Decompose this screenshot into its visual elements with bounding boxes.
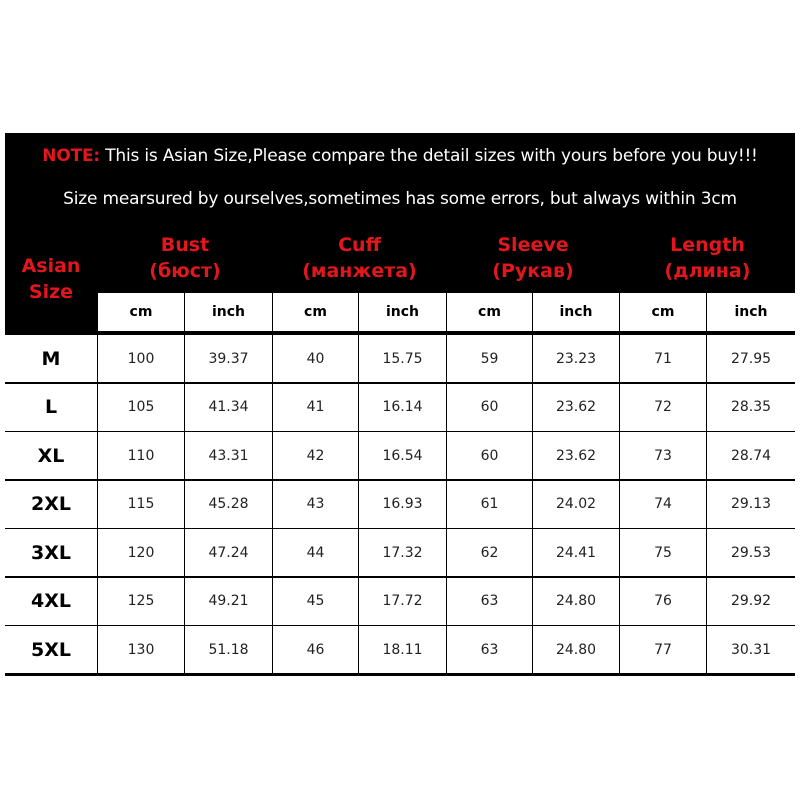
table-cell: 23.62 bbox=[533, 384, 619, 431]
table-cell: 125 bbox=[98, 578, 184, 625]
table-cell: 44 bbox=[273, 529, 358, 576]
table-cell: 42 bbox=[273, 432, 358, 479]
size-label: M bbox=[5, 335, 97, 382]
table-cell: 110 bbox=[98, 432, 184, 479]
table-cell: 47.24 bbox=[185, 529, 272, 576]
table-cell: 16.93 bbox=[359, 481, 446, 528]
table-cell: 16.14 bbox=[359, 384, 446, 431]
size-label: L bbox=[5, 384, 97, 431]
unit-header-cm: cm bbox=[98, 293, 184, 331]
asian-size-label-line1: Asian bbox=[21, 255, 81, 277]
size-label: 5XL bbox=[5, 626, 97, 673]
table-cell: 40 bbox=[273, 335, 358, 382]
unit-header-cm: cm bbox=[620, 293, 706, 331]
table-cell: 75 bbox=[620, 529, 706, 576]
group-header-ru: (бюст) bbox=[149, 259, 221, 282]
table-cell: 17.72 bbox=[359, 578, 446, 625]
table-cell: 105 bbox=[98, 384, 184, 431]
table-cell: 41 bbox=[273, 384, 358, 431]
table-cell: 45 bbox=[273, 578, 358, 625]
group-header-en: Sleeve bbox=[497, 233, 569, 256]
group-header-ru: (длина) bbox=[664, 259, 751, 282]
table-cell: 23.23 bbox=[533, 335, 619, 382]
table-cell: 63 bbox=[447, 578, 532, 625]
table-cell: 43 bbox=[273, 481, 358, 528]
table-cell: 24.02 bbox=[533, 481, 619, 528]
table-cell: 29.13 bbox=[707, 481, 795, 528]
table-cell: 43.31 bbox=[185, 432, 272, 479]
table-cell: 30.31 bbox=[707, 626, 795, 673]
group-header-ru: (Рукав) bbox=[492, 259, 574, 282]
group-header-en: Length bbox=[670, 233, 745, 256]
table-cell: 72 bbox=[620, 384, 706, 431]
table-cell: 28.74 bbox=[707, 432, 795, 479]
table-cell: 130 bbox=[98, 626, 184, 673]
note-line-1 bbox=[5, 146, 795, 166]
table-cell: 77 bbox=[620, 626, 706, 673]
table-cell: 28.35 bbox=[707, 384, 795, 431]
table-cell: 41.34 bbox=[185, 384, 272, 431]
table-cell: 73 bbox=[620, 432, 706, 479]
asian-size-label-line2: Size bbox=[28, 281, 74, 303]
unit-header-inch: inch bbox=[533, 293, 619, 331]
table-cell: 15.75 bbox=[359, 335, 446, 382]
table-cell: 63 bbox=[447, 626, 532, 673]
table-cell: 23.62 bbox=[533, 432, 619, 479]
group-header-length bbox=[620, 223, 795, 293]
table-cell: 46 bbox=[273, 626, 358, 673]
group-header-en: Bust bbox=[160, 233, 210, 256]
table-cell: 51.18 bbox=[185, 626, 272, 673]
table-cell: 16.54 bbox=[359, 432, 446, 479]
unit-header-cm: cm bbox=[273, 293, 358, 331]
table-cell: 24.80 bbox=[533, 578, 619, 625]
size-label: 2XL bbox=[5, 481, 97, 528]
size-label: 3XL bbox=[5, 529, 97, 576]
note-text: This is Asian Size,Please compare the detail sizes with yours before you buy!!! bbox=[99, 146, 758, 166]
note-line-2: Size mearsured by ourselves,sometimes has some errors, but always within 3cm bbox=[63, 189, 737, 209]
size-chart bbox=[5, 133, 795, 676]
table-cell: 45.28 bbox=[185, 481, 272, 528]
size-label: 4XL bbox=[5, 578, 97, 625]
table-cell: 39.37 bbox=[185, 335, 272, 382]
unit-header-cm: cm bbox=[447, 293, 532, 331]
table-cell: 71 bbox=[620, 335, 706, 382]
unit-header-inch: inch bbox=[359, 293, 446, 331]
group-header-en: Cuff bbox=[338, 233, 381, 256]
note-prefix: NOTE: bbox=[42, 146, 100, 166]
table-cell: 29.92 bbox=[707, 578, 795, 625]
table-cell: 76 bbox=[620, 578, 706, 625]
table-cell: 17.32 bbox=[359, 529, 446, 576]
size-label: XL bbox=[5, 432, 97, 479]
table-cell: 120 bbox=[98, 529, 184, 576]
group-header-sleeve bbox=[447, 223, 619, 293]
note-banner bbox=[5, 133, 795, 223]
table-cell: 60 bbox=[447, 432, 532, 479]
table-cell: 61 bbox=[447, 481, 532, 528]
table-cell: 27.95 bbox=[707, 335, 795, 382]
table-cell: 74 bbox=[620, 481, 706, 528]
table-cell: 60 bbox=[447, 384, 532, 431]
table-cell: 62 bbox=[447, 529, 532, 576]
group-header-ru: (манжета) bbox=[302, 259, 417, 282]
table-cell: 49.21 bbox=[185, 578, 272, 625]
table-cell: 29.53 bbox=[707, 529, 795, 576]
table-cell: 115 bbox=[98, 481, 184, 528]
table-cell: 18.11 bbox=[359, 626, 446, 673]
unit-header-inch: inch bbox=[707, 293, 795, 331]
group-header-cuff bbox=[273, 223, 446, 293]
group-header-bust bbox=[98, 223, 272, 293]
table-cell: 59 bbox=[447, 335, 532, 382]
asian-size-header bbox=[5, 223, 97, 335]
table-cell: 24.80 bbox=[533, 626, 619, 673]
unit-header-inch: inch bbox=[185, 293, 272, 331]
table-cell: 24.41 bbox=[533, 529, 619, 576]
table-cell: 100 bbox=[98, 335, 184, 382]
